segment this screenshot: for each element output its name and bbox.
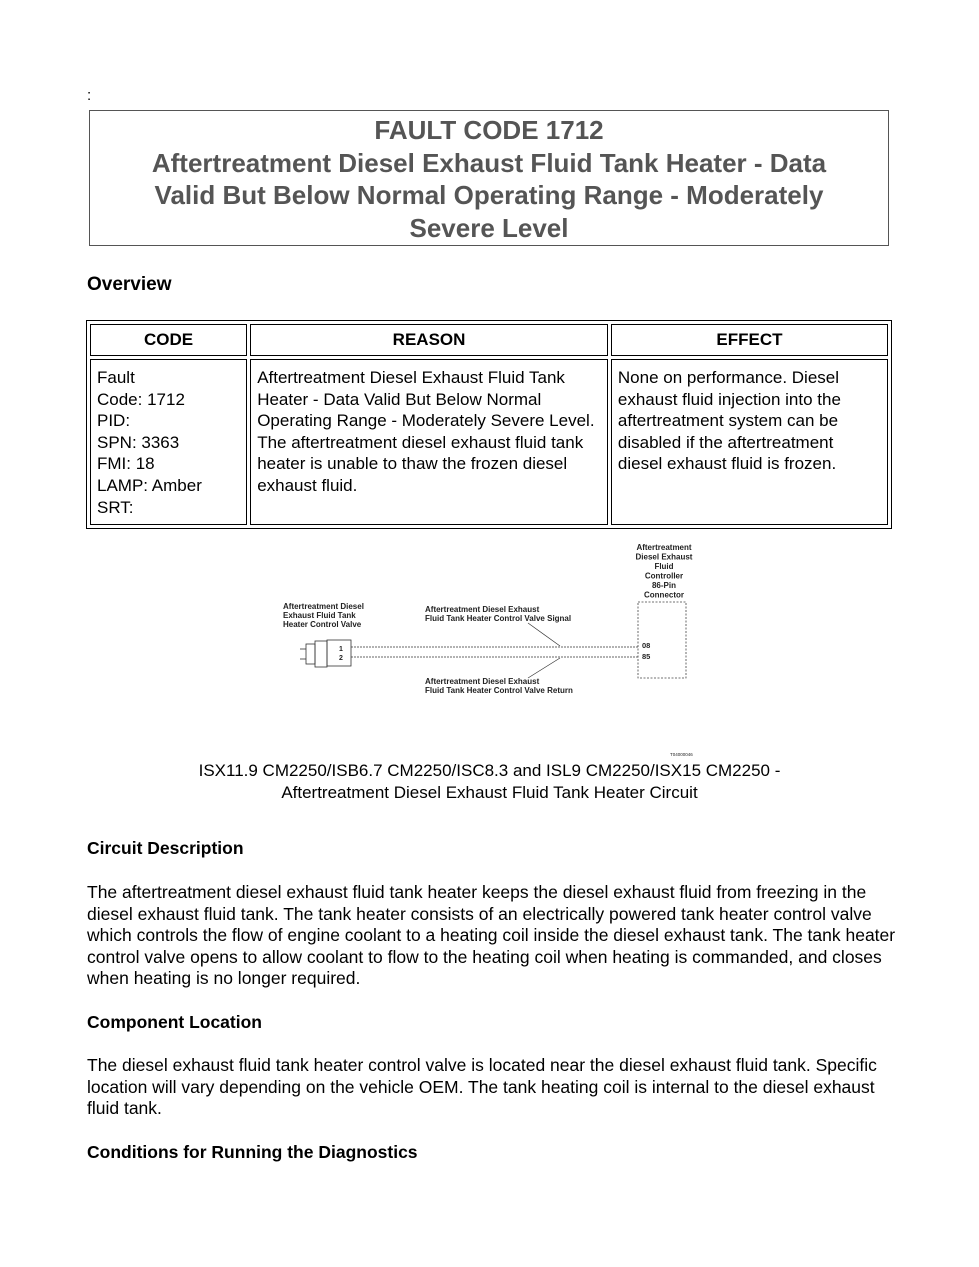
circuit-description-text: The aftertreatment diesel exhaust fluid tank heater keeps the diesel exhaust fluid from freezing in the diesel exhaust fluid tank. The tank heater consists of an electrically powered tank heater control valve which controls the flow of engine coolant to a heating coil inside the diesel exhaust tank. The tank heater control valve opens to allow coolant to flow to the heating coil when heating is commanded, and closes when heating is no longer required. bbox=[87, 882, 896, 989]
svg-text:Connector: Connector bbox=[644, 590, 684, 600]
code-line: SPN: 3363 bbox=[97, 432, 180, 452]
svg-text:Aftertreatment: Aftertreatment bbox=[636, 543, 692, 552]
svg-text:Fluid Tank Heater Control Valv: Fluid Tank Heater Control Valve Signal bbox=[425, 614, 572, 623]
code-line: PID: bbox=[97, 411, 131, 431]
fault-description-line-2: Valid But Below Normal Operating Range - Moderately bbox=[154, 180, 824, 210]
svg-text:Aftertreatment Diesel: Aftertreatment Diesel bbox=[283, 602, 364, 611]
code-line: Code: 1712 bbox=[97, 389, 185, 409]
controller-label bbox=[636, 543, 693, 600]
svg-text:Diesel Exhaust: Diesel Exhaust bbox=[635, 552, 693, 562]
caption-line-1: ISX11.9 CM2250/ISB6.7 CM2250/ISC8.3 and ISL9 CM2250/ISX15 CM2250 - bbox=[198, 761, 781, 780]
wires bbox=[351, 647, 638, 657]
header-reason: REASON bbox=[250, 324, 608, 356]
svg-text:Controller: Controller bbox=[644, 571, 684, 581]
circuit-description-heading: Circuit Description bbox=[87, 838, 244, 858]
table-row bbox=[90, 359, 888, 525]
pin-2-label: 2 bbox=[339, 655, 343, 662]
svg-text:86-Pin: 86-Pin bbox=[651, 581, 677, 590]
fault-description-line-3: Severe Level bbox=[409, 212, 569, 243]
svg-text:Fluid: Fluid bbox=[654, 562, 674, 571]
effect-cell: None on performance. Diesel exhaust fluid injection into the aftertreatment system can be disabled if the aftertreatment diesel exhaust fluid is frozen. bbox=[611, 359, 888, 525]
callout-lines bbox=[528, 623, 560, 678]
code-line: Fault bbox=[97, 368, 135, 387]
code-line: LAMP: Amber bbox=[97, 475, 202, 495]
fault-description-line-1: Aftertreatment Diesel Exhaust Fluid Tank Heater - Data bbox=[151, 147, 827, 178]
header-effect: EFFECT bbox=[611, 324, 888, 356]
component-location-heading: Component Location bbox=[87, 1012, 262, 1032]
svg-text:Exhaust Fluid Tank: Exhaust Fluid Tank bbox=[283, 611, 356, 620]
pin-1-label: 1 bbox=[339, 646, 343, 653]
figure-id: T04000046 bbox=[670, 752, 693, 757]
pin-label-bottom: 85 bbox=[642, 652, 651, 661]
svg-text:Aftertreatment Diesel Exhaust: Aftertreatment Diesel Exhaust bbox=[425, 677, 540, 686]
circuit-diagram bbox=[270, 540, 710, 760]
valve-label bbox=[283, 602, 364, 629]
component-location-text: The diesel exhaust fluid tank heater control valve is located near the diesel exhaust fluid tank. Specific location will vary depending on the vehicle OEM. The tank heating coil is internal to the diesel exhaust fluid tank. bbox=[87, 1055, 877, 1119]
table-header-row bbox=[90, 324, 888, 356]
fault-code-title: FAULT CODE 1712 bbox=[374, 115, 604, 145]
code-line: FMI: 18 bbox=[97, 454, 155, 474]
code-cell bbox=[90, 359, 247, 525]
pin-label-top: 08 bbox=[642, 641, 651, 650]
caption-line-2: Aftertreatment Diesel Exhaust Fluid Tank Heater Circuit bbox=[281, 782, 698, 802]
fault-code-title-box bbox=[89, 110, 889, 246]
controller-connector bbox=[638, 602, 686, 678]
svg-text:Fluid Tank Heater Control Valv: Fluid Tank Heater Control Valve Return bbox=[425, 686, 573, 695]
page-marker: : bbox=[87, 87, 92, 104]
overview-table bbox=[86, 320, 892, 529]
control-valve-connector bbox=[300, 640, 351, 667]
signal-wire-label bbox=[425, 605, 571, 623]
conditions-heading: Conditions for Running the Diagnostics bbox=[87, 1142, 418, 1162]
overview-heading: Overview bbox=[87, 274, 172, 295]
svg-text:Aftertreatment Diesel Exhaust: Aftertreatment Diesel Exhaust bbox=[425, 605, 540, 614]
reason-cell: Aftertreatment Diesel Exhaust Fluid Tank Heater - Data Valid But Below Normal Operating Range - Moderately Severe Level. The aftertreatment diesel exhaust fluid tank heater is unable to thaw the frozen diesel exhaust fluid. bbox=[250, 359, 608, 525]
figure-caption bbox=[87, 760, 892, 803]
return-wire-label bbox=[425, 677, 573, 695]
code-line: SRT: bbox=[97, 497, 134, 517]
svg-text:Heater Control Valve: Heater Control Valve bbox=[283, 620, 362, 629]
header-code: CODE bbox=[90, 324, 247, 356]
